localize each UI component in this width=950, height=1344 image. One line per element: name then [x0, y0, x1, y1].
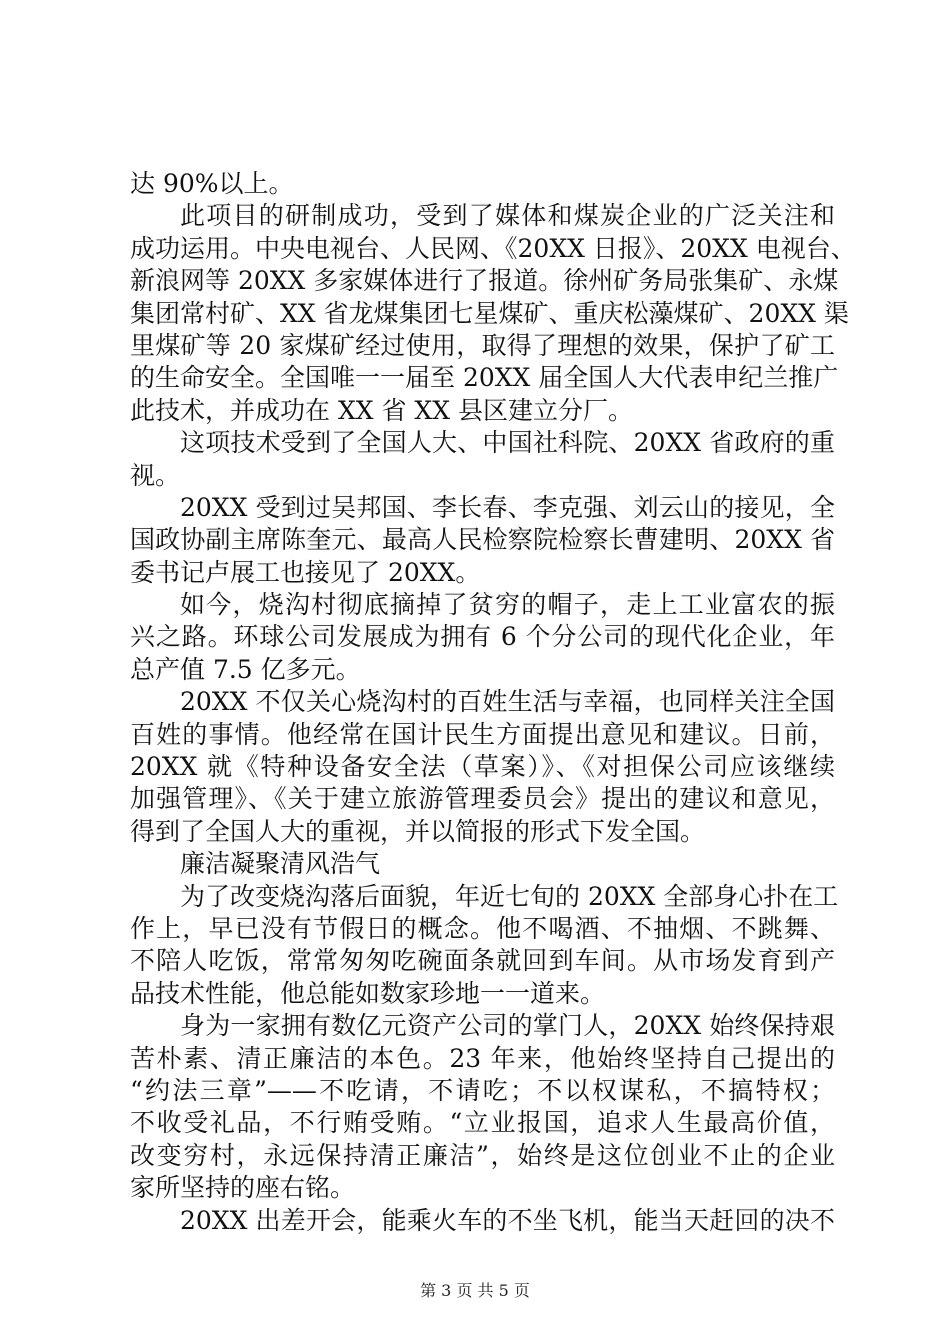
- page-footer: 第 3 页 共 5 页: [420, 1281, 530, 1300]
- text-line: 此技术，并成功在 XX 省 XX 县区建立分厂。: [130, 395, 633, 425]
- text-line: 兴之路。环球公司发展成为拥有 6 个分公司的现代化企业，年: [130, 622, 835, 652]
- text-line: 成功运用。中央电视台、人民网、《20XX 日报》、20XX 电视台、: [130, 233, 856, 263]
- text-line: 苦朴素、清正廉洁的本色。23 年来，他始终坚持自己提出的: [130, 1043, 835, 1073]
- text-line: 新浪网等 20XX 多家媒体进行了报道。徐州矿务局张集矿、永煤: [130, 266, 839, 296]
- text-line: 不陪人吃饭，常常匆匆吃碗面条就回到车间。从市场发育到产: [130, 946, 835, 976]
- text-line: 廉洁凝聚清风浩气: [180, 849, 381, 879]
- text-line: 身为一家拥有数亿元资产公司的掌门人，20XX 始终保持艰: [180, 1011, 835, 1041]
- text-line: 百姓的事情。他经常在国计民生方面提出意见和建议。日前，: [130, 719, 835, 749]
- text-line: 达 90%以上。: [130, 169, 294, 198]
- text-line: 20XX 就《特种设备安全法（草案）》、《对担保公司应该继续: [130, 752, 835, 782]
- text-line: 品技术性能，他总能如数家珍地一一道来。: [130, 978, 606, 1008]
- text-line: 作上，早已没有节假日的概念。他不喝酒、不抽烟、不跳舞、: [130, 913, 835, 943]
- text-line: 家所坚持的座右铭。: [130, 1173, 356, 1203]
- text-line: 委书记卢展工也接见了 20XX。: [130, 557, 481, 587]
- text-line: “约法三章”——不吃请，不请吃；不以权谋私，不搞特权；: [130, 1075, 835, 1105]
- text-line: 不收受礼品，不行贿受贿。“立业报国，追求人生最高价值，: [130, 1108, 835, 1138]
- text-line: 加强管理》、《关于建立旅游管理委员会》提出的建议和意见，: [130, 784, 835, 814]
- text-line: 里煤矿等 20 家煤矿经过使用，取得了理想的效果，保护了矿工: [130, 330, 835, 360]
- text-line: 改变穷村，永远保持清正廉洁”，始终是这位创业不止的企业: [130, 1140, 835, 1170]
- document-body: [130, 168, 856, 1237]
- text-line: 20XX 受到过吴邦国、李长春、李克强、刘云山的接见，全: [180, 492, 835, 522]
- text-line: 为了改变烧沟落后面貌，年近七旬的 20XX 全部身心扑在工: [180, 881, 839, 911]
- text-line: 得到了全国人大的重视，并以简报的形式下发全国。: [130, 816, 706, 846]
- text-line: 的生命安全。全国唯一一届至 20XX 届全国人大代表申纪兰推广: [130, 363, 839, 393]
- text-line: 总产值 7.5 亿多元。: [130, 654, 361, 684]
- text-line: 这项技术受到了全国人大、中国社科院、20XX 省政府的重: [180, 428, 835, 458]
- text-line: 如今，烧沟村彻底摘掉了贫穷的帽子，走上工业富农的振: [180, 590, 835, 620]
- text-line: 此项目的研制成功，受到了媒体和煤炭企业的广泛关注和: [180, 201, 835, 231]
- text-line: 集团常村矿、XX 省龙煤集团七星煤矿、重庆松藻煤矿、20XX 渠: [130, 298, 849, 328]
- text-line: 国政协副主席陈奎元、最高人民检察院检察长曹建明、20XX 省: [130, 525, 835, 555]
- text-line: 视。: [130, 460, 181, 490]
- text-line: 20XX 不仅关心烧沟村的百姓生活与幸福，也同样关注全国: [180, 687, 835, 717]
- text-line: 20XX 出差开会，能乘火车的不坐飞机，能当天赶回的决不: [180, 1205, 835, 1235]
